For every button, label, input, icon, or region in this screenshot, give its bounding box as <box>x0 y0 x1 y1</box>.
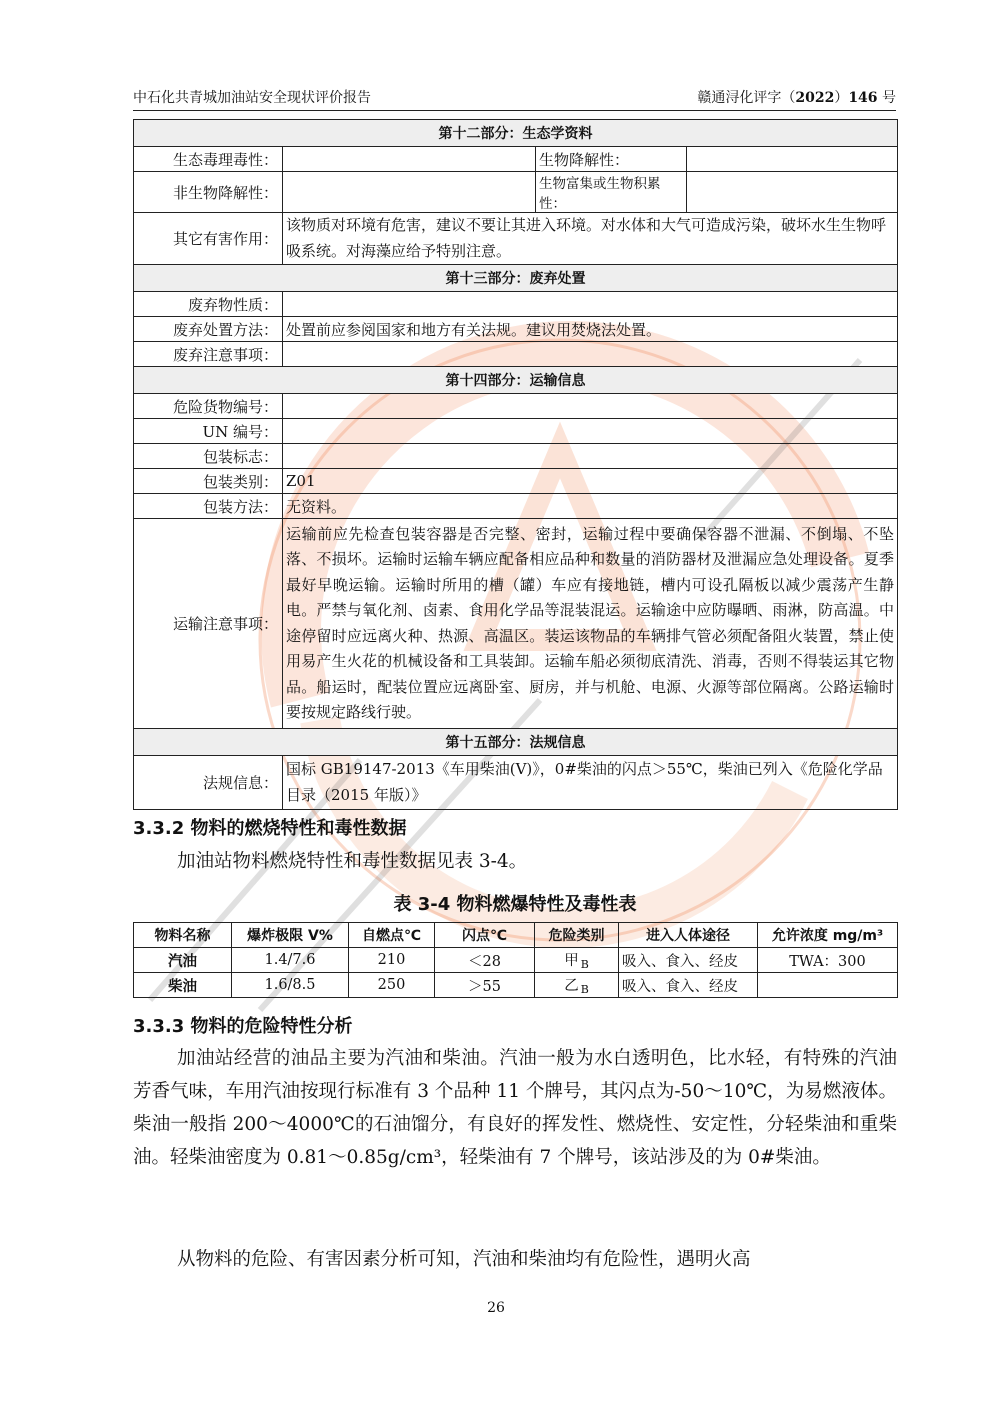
package-mark-label: 包装标志： <box>134 444 283 469</box>
col-header-class: 危险类别 <box>535 923 619 948</box>
waste-method-label: 废弃处置方法： <box>134 317 283 342</box>
transport-note-label: 运输注意事项： <box>134 519 283 729</box>
bioaccumulation-value <box>687 172 898 213</box>
waste-note-value <box>283 342 898 367</box>
report-title: 中石化共青城加油站安全现状评价报告 <box>133 90 371 106</box>
col-header-allowable: 允许浓度 mg/m³ <box>758 923 898 948</box>
material-name: 汽油 <box>134 948 232 973</box>
biodegradability-value <box>687 147 898 172</box>
table-row <box>134 948 898 973</box>
non-biodegradability-label: 非生物降解性： <box>134 172 283 213</box>
other-harm-value: 该物质对环境有危害，建议不要让其进入环境。对水体和大气可造成污染，破坏水生生物呼吸系统。对海藻应给予特别注意。 <box>283 213 898 265</box>
table-3-4-caption: 表 3-4 物料燃爆特性及毒性表 <box>393 894 637 915</box>
hazard-class: 甲 $_B$ <box>535 948 619 973</box>
col-header-limit: 爆炸极限 V% <box>232 923 349 948</box>
dangerous-goods-no-label: 危险货物编号： <box>134 394 283 419</box>
explosion-limit: 1.4/7.6 <box>232 948 349 973</box>
bioaccumulation-label: 生物富集或生物积累性： <box>536 172 687 213</box>
section-12-title: 第十二部分：生态学资料 <box>134 120 898 147</box>
package-mark-value <box>283 444 898 469</box>
package-method-label: 包装方法： <box>134 494 283 519</box>
package-class-label: 包装类别： <box>134 469 283 494</box>
exposure-route: 吸入、食入、经皮 <box>619 948 758 973</box>
waste-note-label: 废弃注意事项： <box>134 342 283 367</box>
waste-property-value <box>283 292 898 317</box>
waste-property-label: 废弃物性质： <box>134 292 283 317</box>
table-row <box>134 973 898 998</box>
allowable-concentration <box>758 973 898 998</box>
other-harm-label: 其它有害作用： <box>134 213 283 265</box>
flash-point: ＜28 <box>435 948 535 973</box>
eco-toxicity-value <box>283 147 536 172</box>
section-333-paragraph-2: 从物料的危险、有害因素分析可知，汽油和柴油均有危险性，遇明火高 <box>177 1249 751 1270</box>
allowable-concentration: TWA：300 <box>758 948 898 973</box>
dangerous-goods-no-value <box>283 394 898 419</box>
transport-note-value: 运输前应先检查包装容器是否完整、密封，运输过程中要确保容器不泄漏、不倒塌、不坠落、不损坏。运输时运输车辆应配备相应品种和数量的消防器材及泄漏应急处理设备。夏季最好早晚运输。运输时所用的槽（罐）车应有接地链，槽内可设孔隔板以减少震荡产生静电。严禁与氧化剂、卤素、食用化学品等混装混运。运输途中应防曝晒、雨淋，防高温。中途停留时应远离火种、热源、高温区。装运该物品的车辆排气管必须配备阻火装置，禁止使用易产生火花的机械设备和工具装卸。运输车船必须彻底清洗、消毒，否则不得装运其它物品。船运时，配装位置应远离卧室、厨房，并与机舱、电源、火源等部位隔离。公路运输时要按规定路线行驶。 <box>283 519 898 729</box>
col-header-route: 进入人体途径 <box>619 923 758 948</box>
un-number-label: UN 编号： <box>134 419 283 444</box>
explosion-limit: 1.6/8.5 <box>232 973 349 998</box>
un-number-value <box>283 419 898 444</box>
page-number: 26 <box>487 1300 505 1316</box>
non-biodegradability-value <box>283 172 536 213</box>
material-name: 柴油 <box>134 973 232 998</box>
toxicity-table <box>133 922 898 998</box>
section-15-title: 第十五部分：法规信息 <box>134 729 898 756</box>
biodegradability-label: 生物降解性： <box>536 147 687 172</box>
col-header-flash: 闪点℃ <box>435 923 535 948</box>
autoignition-point: 250 <box>349 973 435 998</box>
regulation-label: 法规信息： <box>134 756 283 810</box>
section-333-paragraph-1: 加油站经营的油品主要为汽油和柴油。汽油一般为水白透明色，比水轻，有特殊的汽油芳香气味，车用汽油按现行标准有 3 个品种 11 个牌号，其闪点为-50～10℃，为易燃液体。柴油一般指 200～4000℃的石油馏分，有良好的挥发性、燃烧性、安定性，分轻柴油和重柴油。轻柴油密度为 0.81～0.85g/cm³，轻柴油有 7 个牌号，该站涉及的为 0#柴油。 <box>133 1048 897 1168</box>
msds-table <box>133 119 898 810</box>
page-header <box>133 86 896 111</box>
package-class-value: Z01 <box>283 469 898 494</box>
exposure-route: 吸入、食入、经皮 <box>619 973 758 998</box>
waste-method-value: 处置前应参阅国家和地方有关法规。建议用焚烧法处置。 <box>283 317 898 342</box>
col-header-name: 物料名称 <box>134 923 232 948</box>
package-method-value: 无资料。 <box>283 494 898 519</box>
section-13-title: 第十三部分：废弃处置 <box>134 265 898 292</box>
col-header-autoignition: 自燃点℃ <box>349 923 435 948</box>
autoignition-point: 210 <box>349 948 435 973</box>
section-332-paragraph: 加油站物料燃烧特性和毒性数据见表 3-4。 <box>177 851 528 872</box>
section-332-heading: 3.3.2 物料的燃烧特性和毒性数据 <box>133 818 407 839</box>
flash-point: ＞55 <box>435 973 535 998</box>
hazard-class: 乙 $_B$ <box>535 973 619 998</box>
regulation-value: 国标 GB19147-2013《车用柴油(Ⅴ)》，0#柴油的闪点＞55℃，柴油已列入《危险化学品目录（2015 年版）》 <box>283 756 898 810</box>
section-14-title: 第十四部分：运输信息 <box>134 367 898 394</box>
section-333-heading: 3.3.3 物料的危险特性分析 <box>133 1016 353 1037</box>
report-number: 赣通浔化评字（2022）146 号 <box>697 90 896 106</box>
eco-toxicity-label: 生态毒理毒性： <box>134 147 283 172</box>
